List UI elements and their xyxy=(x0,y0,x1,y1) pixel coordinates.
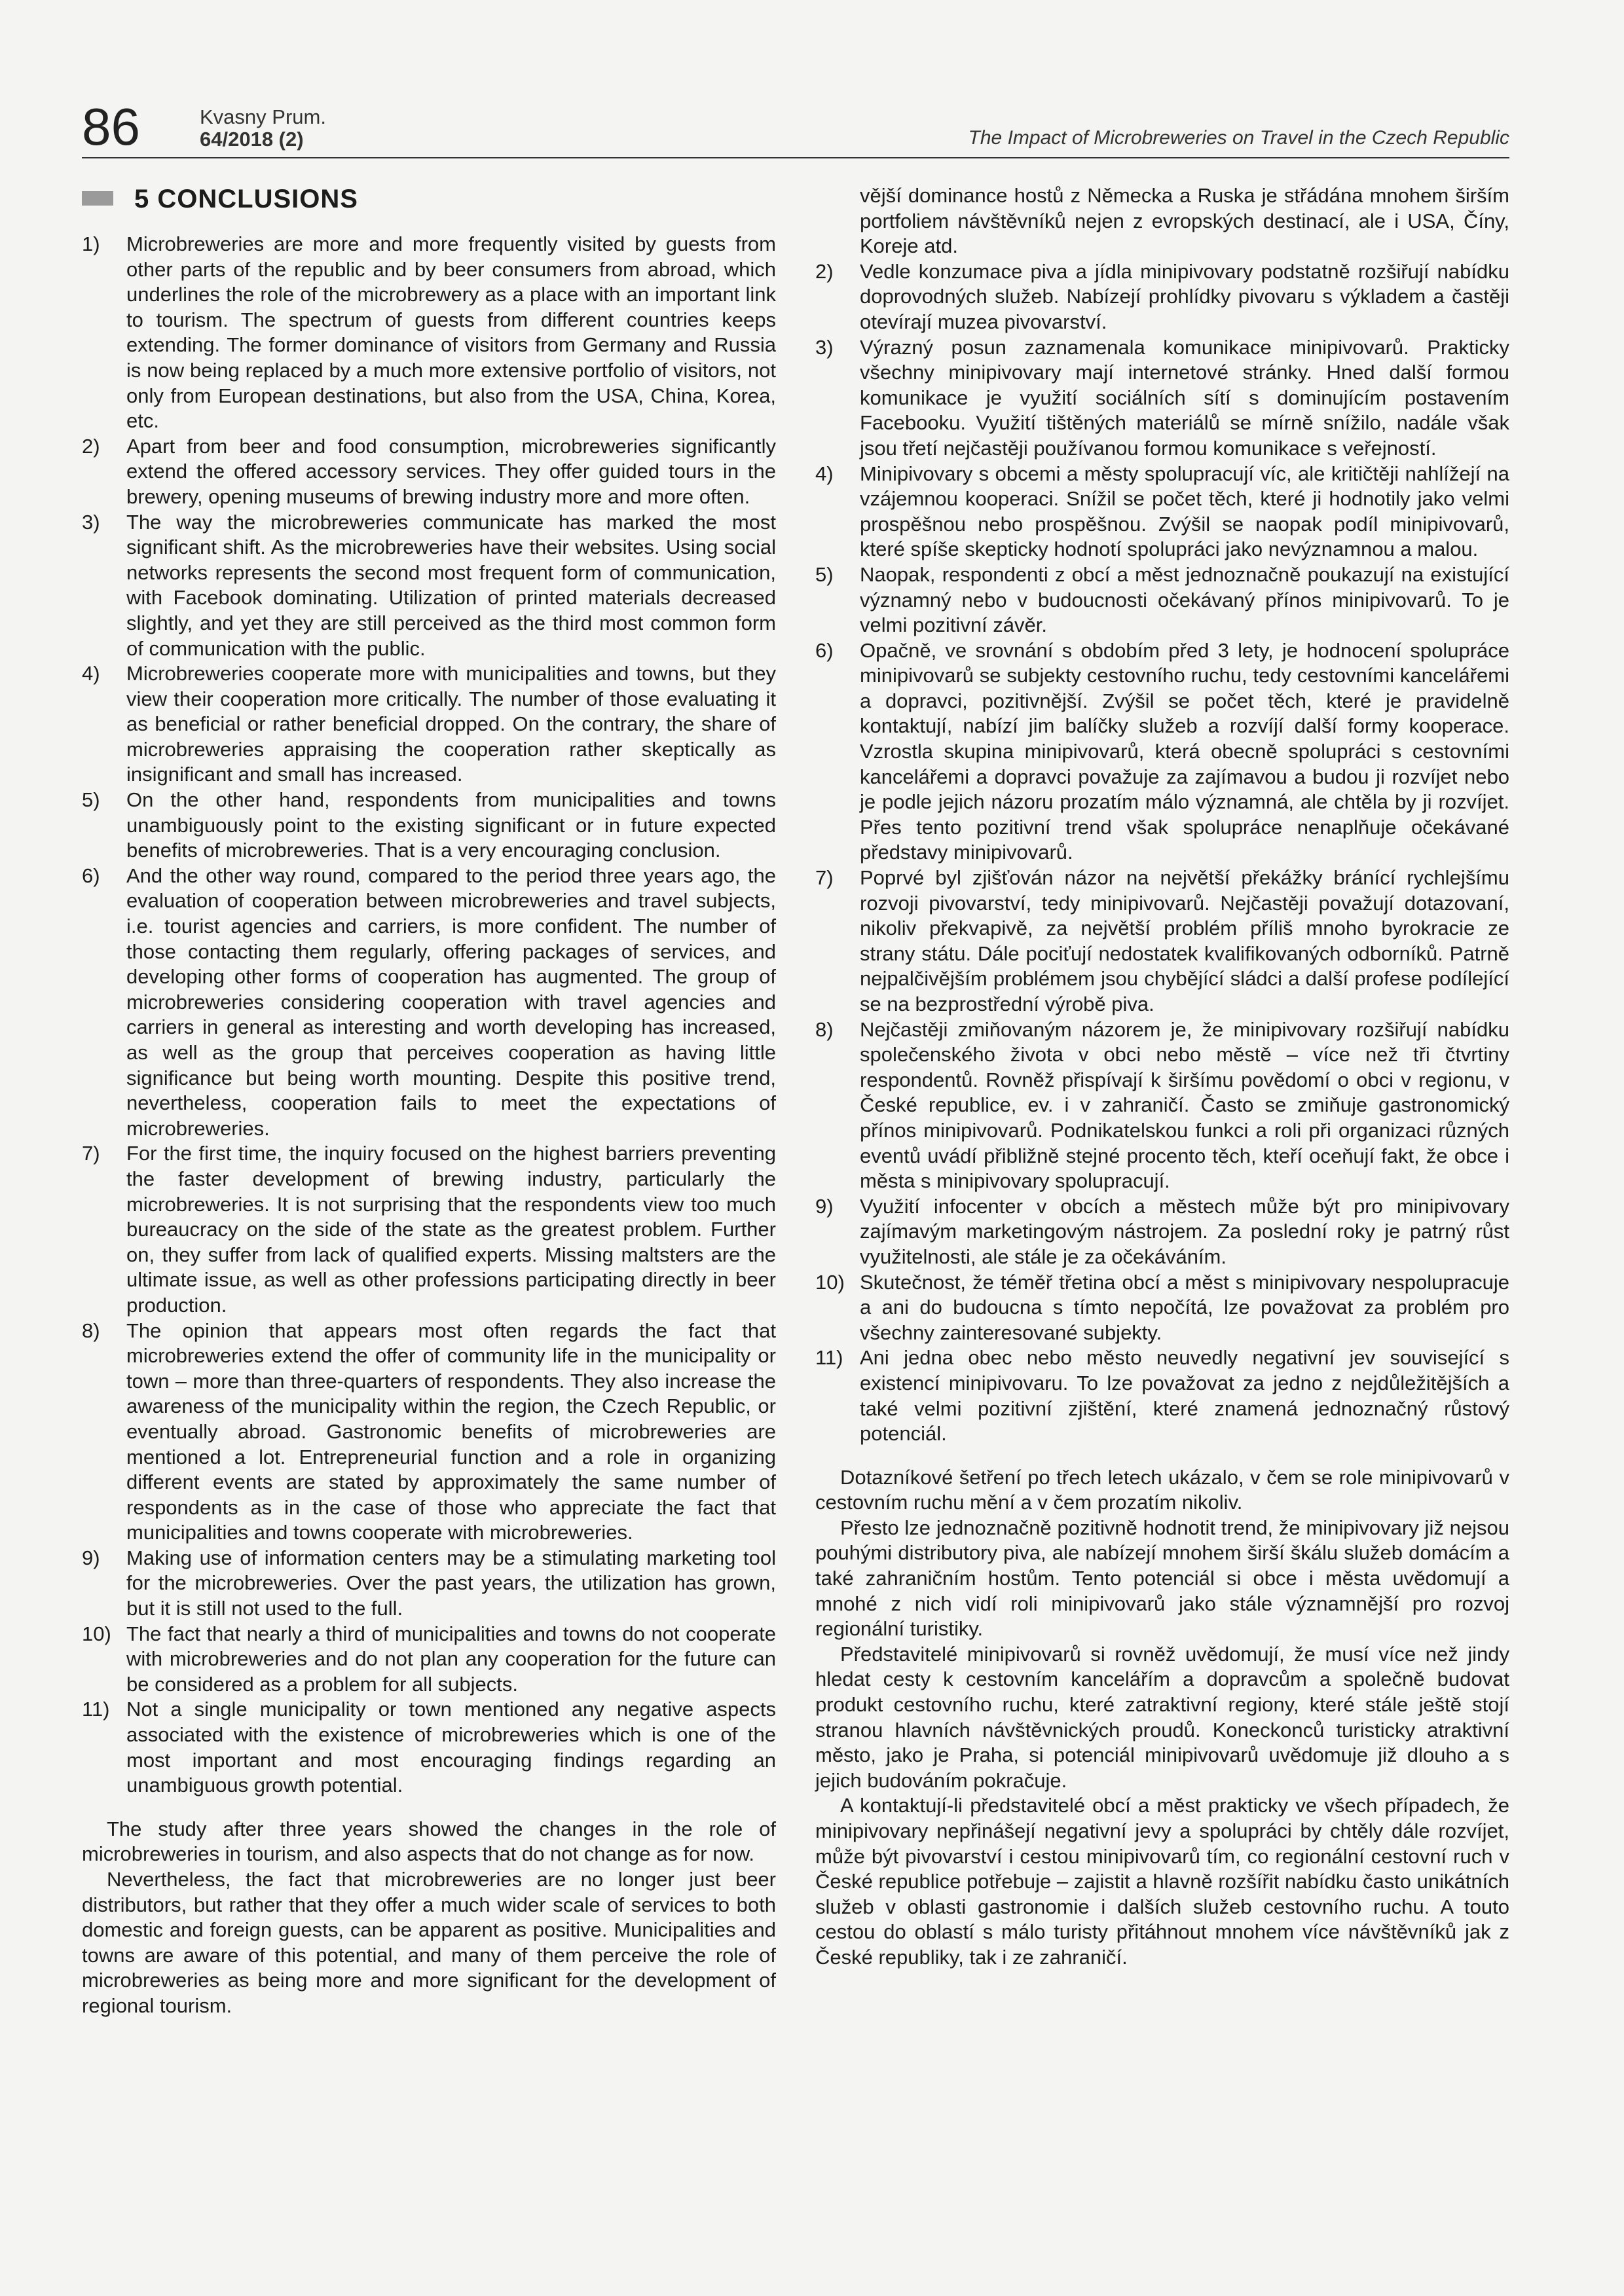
list-number: 11) xyxy=(815,1346,843,1370)
list-number: 11) xyxy=(82,1698,110,1721)
list-text: Minipivovary s obcemi a městy spolupracují víc, ale kritičtěji nahlížejí na vzájemnou kooperaci. Snížil se počet těch, které ji hodnotily jako velmi prospěšnou nebo prospěšnou. Zvýšil se naopak podíl minipivovarů, které spíše skepticky hodnotí spolupráci jako nevýznamnou a malou. xyxy=(860,462,1509,561)
body-paragraph: Nevertheless, the fact that microbreweries are no longer just beer distributors, but rather that they offer a much wider scale of services to both domestic and foreign guests, can be apparent as positive. Municipalities and towns are aware of this potential, and many of them perceive the role of microbreweries as being more and more significant for the development of regional tourism. xyxy=(82,1868,776,2017)
section-heading xyxy=(82,183,776,215)
list-item xyxy=(815,638,1509,866)
page-number: 86 xyxy=(82,98,140,156)
body-paragraph: Představitelé minipivovarů si rovněž uvědomují, že musí více než jindy hledat cesty k cestovním kancelářím a dopravcům a společně budovat produkt cestovního ruchu, které zatraktivní regiony, které stále ještě stojí stranou hlavních návštěvnických proudů. Koneckonců turisticky atraktivní město, jako je Praha, si potenciál minipivovarů uvědomuje již dlouho a s jejich budováním pokračuje. xyxy=(815,1642,1509,1792)
list-text: Making use of information centers may be a stimulating marketing tool for the microbreweries. Over the past years, the utilization has grown, but it is still not used to the full. xyxy=(126,1546,776,1620)
list-number: 8) xyxy=(82,1319,100,1342)
list-item xyxy=(82,661,776,788)
list-number: 4) xyxy=(82,662,100,685)
running-title: The Impact of Microbreweries on Travel in the Czech Republic xyxy=(968,127,1509,149)
list-number: 8) xyxy=(815,1017,834,1041)
list-item xyxy=(815,1270,1509,1346)
czech-conclusions-list xyxy=(815,183,1509,1447)
header-rule xyxy=(82,157,1509,158)
list-number: 9) xyxy=(82,1546,100,1569)
english-column xyxy=(82,183,776,2019)
body-paragraph: Přesto lze jednoznačně pozitivně hodnotit trend, že minipivovary již nejsou pouhými distributory piva, ale nabízejí mnohem širší škálu služeb domácím a také zahraničním hostům. Tento potenciál si obce i města uvědomují a mnohé z nich vidí roli minipivovarů jako stále významnější pro rozvoj regionální turistiky. xyxy=(815,1516,1509,1641)
list-item xyxy=(82,1319,776,1546)
journal-citation xyxy=(200,106,326,151)
list-item xyxy=(82,1697,776,1798)
list-item-continuation: vější dominance hostů z Německa a Ruska je střádána mnohem širším portfoliem návštěvníků nejen z evropských destinací, ale i USA, Číny, Koreje atd. xyxy=(860,184,1509,258)
list-text: Apart from beer and food consumption, microbreweries significantly extend the offered accessory services. They offer guided tours in the brewery, opening museums of brewing industry more and more often. xyxy=(126,434,776,508)
list-number: 3) xyxy=(82,510,100,534)
list-item xyxy=(82,1546,776,1622)
list-item xyxy=(815,1194,1509,1270)
list-item xyxy=(815,335,1509,462)
list-number: 3) xyxy=(815,335,834,359)
journal-issue: 64/2018 (2) xyxy=(200,128,304,151)
list-text: The fact that nearly a third of municipalities and towns do not cooperate with microbreweries and do not plan any cooperation for the future can be considered as a problem for all subjects. xyxy=(126,1622,776,1696)
list-item xyxy=(815,562,1509,638)
body-paragraph: The study after three years showed the changes in the role of microbreweries in tourism, and also aspects that do not change as for now. xyxy=(82,1817,776,1866)
journal-name: Kvasny Prum. xyxy=(200,105,326,128)
list-item xyxy=(82,510,776,662)
list-item xyxy=(82,1622,776,1698)
list-text: Microbreweries are more and more frequently visited by guests from other parts of the republic and by beer consumers from abroad, which underlines the role of the microbrewery as a place with an important link to tourism. The spectrum of guests from different countries keeps extending. The former dominance of visitors from Germany and Russia is now being replaced by a much more extensive portfolio of visitors, not only from European destinations, but also from the USA, China, Korea, etc. xyxy=(126,232,776,433)
list-text: On the other hand, respondents from municipalities and towns unambiguously point to the existing significant or in future expected benefits of microbreweries. That is a very encouraging conclusion. xyxy=(126,788,776,862)
list-text: Vedle konzumace piva a jídla minipivovary podstatně rozšiřují nabídku doprovodných služeb. Nabízejí prohlídky pivovaru s výkladem a častěji otevírají muzea pivovarství. xyxy=(860,259,1509,333)
list-item xyxy=(82,864,776,1142)
list-text: Využití infocenter v obcích a městech může být pro minipivovary zajímavým marketingovým nástrojem. Za poslední roky je patrný růst využitelnosti, ale stále je za očekáváním. xyxy=(860,1194,1509,1268)
list-item xyxy=(815,1017,1509,1194)
list-text: Opačně, ve srovnání s obdobím před 3 lety, je hodnocení spolupráce minipivovarů se subjekty cestovního ruchu, tedy cestovními kancelářemi a dopravci, pozitivnější. Zvýšil se počet těch, které je pravidelně kontaktují, nabízí jim balíčky služeb a rozvíjí další formy kooperace. Vzrostla skupina minipivovarů, která obecně spolupráci s cestovními kancelářemi a dopravci považuje za zajímavou a budou ji rozvíjet nebo je podle jejich názoru prozatím málo významná, ale chtěla by ji rozvíjet. Přes tento pozitivní trend však spolupráce nenaplňuje očekávané představy minipivovarů. xyxy=(860,638,1509,864)
list-text: The opinion that appears most often regards the fact that microbreweries extend the offer of community life in the municipality or town – more than three-quarters of respondents. They also increase the awareness of the municipality within the region, the Czech Republic, or eventually abroad. Gastronomic benefits of microbreweries are mentioned a lot. Entrepreneurial function and a role in organizing different events are stated by approximately the same number of respondents as in the case of those who appreciate the fact that municipalities and towns cooperate with microbreweries. xyxy=(126,1319,776,1544)
english-conclusions-list xyxy=(82,232,776,1798)
list-text: For the first time, the inquiry focused on the highest barriers preventing the faster development of brewing industry, particularly the microbreweries. It is not surprising that the respondents view too much bureaucracy on the side of the state as the greatest problem. Further on, they suffer from lack of qualified experts. Missing maltsters are the ultimate issue, as well as other professions participating directly in beer production. xyxy=(126,1142,776,1317)
list-text: Nejčastěji zmiňovaným názorem je, že minipivovary rozšiřují nabídku společenského života v obci nebo městě – více než tři čtvrtiny respondentů. Rovněž přispívají k širšímu povědomí o obci v regionu, v České republice, ev. i v zahraničí. Často se zmiňuje gastronomický přínos minipivovarů. Podnikatelskou funkci a roli při organizaci různých eventů uvádí přibližně stejné procento těch, kteří oceňují fakt, že obce i města s minipivovary spolupracují. xyxy=(860,1017,1509,1193)
list-text: The way the microbreweries communicate has marked the most significant shift. As the microbreweries have their websites. Using social networks represents the second most frequent form of communication, with Facebook dominating. Utilization of printed materials decreased slightly, and yet they are still perceived as the third most common form of communication with the public. xyxy=(126,510,776,660)
list-text: And the other way round, compared to the period three years ago, the evaluation of cooperation between microbreweries and travel subjects, i.e. tourist agencies and carriers, is more confident. The number of those contacting them regularly, offering packages of services, and developing other forms of cooperation has augmented. The group of microbreweries considering cooperation with travel agencies and carriers in general as interesting and worth developing has increased, as well as the group that perceives cooperation as having little significance but being worth mounting. Despite this positive trend, nevertheless, cooperation fails to meet the expectations of microbreweries. xyxy=(126,864,776,1140)
list-text: Naopak, respondenti z obcí a měst jednoznačně poukazují na existující významný nebo v budoucnosti očekávaný přínos minipivovarů. To je velmi pozitivní závěr. xyxy=(860,562,1509,637)
list-number: 2) xyxy=(815,259,834,283)
list-item xyxy=(815,866,1509,1017)
list-item xyxy=(815,259,1509,335)
body-paragraph: Dotazníkové šetření po třech letech ukázalo, v čem se role minipivovarů v cestovním ruchu mění a v čem prozatím nikoliv. xyxy=(815,1465,1509,1514)
section-title: 5 CONCLUSIONS xyxy=(134,185,358,213)
list-number: 1) xyxy=(82,232,100,255)
list-number: 10) xyxy=(82,1622,111,1645)
list-text: Skutečnost, že téměř třetina obcí a měst s minipivovary nespolupracuje a ani do budoucna s tímto nepočítá, lze považovat za problém pro všechny zainteresované subjekty. xyxy=(860,1270,1509,1344)
list-number: 6) xyxy=(815,638,834,662)
list-text: Výrazný posun zaznamenala komunikace minipivovarů. Prakticky všechny minipivovary mají internetové stránky. Hned další formou komunikace je využití sociálních sítí s dominujícím postavením Facebooku. Využití tištěných materiálů se mírně snížilo, nadále však jsou třetí nejčastěji používanou formou komunikace s veřejností. xyxy=(860,335,1509,460)
list-text: Poprvé byl zjišťován názor na největší překážky bránící rychlejšímu rozvoji pivovarství, tedy minipivovarů. Nejčastěji považují dotazovaní, nikoliv překvapivě, za největší problém příliš mnoho byrokracie ze strany státu. Dále pociťují nedostatek kvalifikovaných odborníků. Patrně nejpalčivějším problémem jsou chybějící sládci a další profese podílející se na bezprostřední výrobě piva. xyxy=(860,866,1509,1015)
list-number: 2) xyxy=(82,434,100,458)
list-number: 4) xyxy=(815,462,834,485)
list-text: Not a single municipality or town mentioned any negative aspects associated with the existence of microbreweries which is one of the most important and most encouraging findings regarding an unambiguous growth potential. xyxy=(126,1698,776,1797)
list-number: 5) xyxy=(82,788,100,812)
list-item xyxy=(815,1345,1509,1446)
list-number: 7) xyxy=(815,866,834,890)
list-item xyxy=(82,1141,776,1318)
list-number: 7) xyxy=(82,1142,100,1165)
list-text: Microbreweries cooperate more with municipalities and towns, but they view their cooperation more critically. The number of those evaluating it as beneficial or rather beneficial dropped. On the contrary, the share of microbreweries appraising the cooperation rather skeptically as insignificant and small has increased. xyxy=(126,662,776,786)
list-text: Ani jedna obec nebo město neuvedly negativní jev související s existencí minipivovaru. To lze považovat za jedno z nejdůležitějších a také velmi pozitivní zjištění, které znamená jednoznačný růstový potenciál. xyxy=(860,1346,1509,1446)
czech-column xyxy=(815,183,1509,1971)
section-marker xyxy=(82,191,113,206)
list-item xyxy=(82,434,776,510)
list-number: 5) xyxy=(815,562,834,586)
list-number: 9) xyxy=(815,1194,834,1218)
list-item xyxy=(82,788,776,864)
list-number: 6) xyxy=(82,864,100,887)
body-paragraph: A kontaktují-li představitelé obcí a měst prakticky ve všech případech, že minipivovary nepřinášejí negativní jevy a spolupráci by chtěly dále rozvíjet, může být pivovarství i cestou minipivovarů tím, co regionální cestovní ruch v České republice potřebuje – zajistit a hlavně rozšířit nabídku často unikátních služeb v oblasti gastronomie i dalších služeb cestovního ruchu. A touto cestou do oblastí s málo turisty přitáhnout mnohem více návštěvníků jak z České republiky, tak i ze zahraničí. xyxy=(815,1794,1509,1969)
list-number: 10) xyxy=(815,1270,845,1294)
page-header xyxy=(82,98,1509,160)
list-item xyxy=(82,232,776,434)
list-item xyxy=(815,462,1509,562)
